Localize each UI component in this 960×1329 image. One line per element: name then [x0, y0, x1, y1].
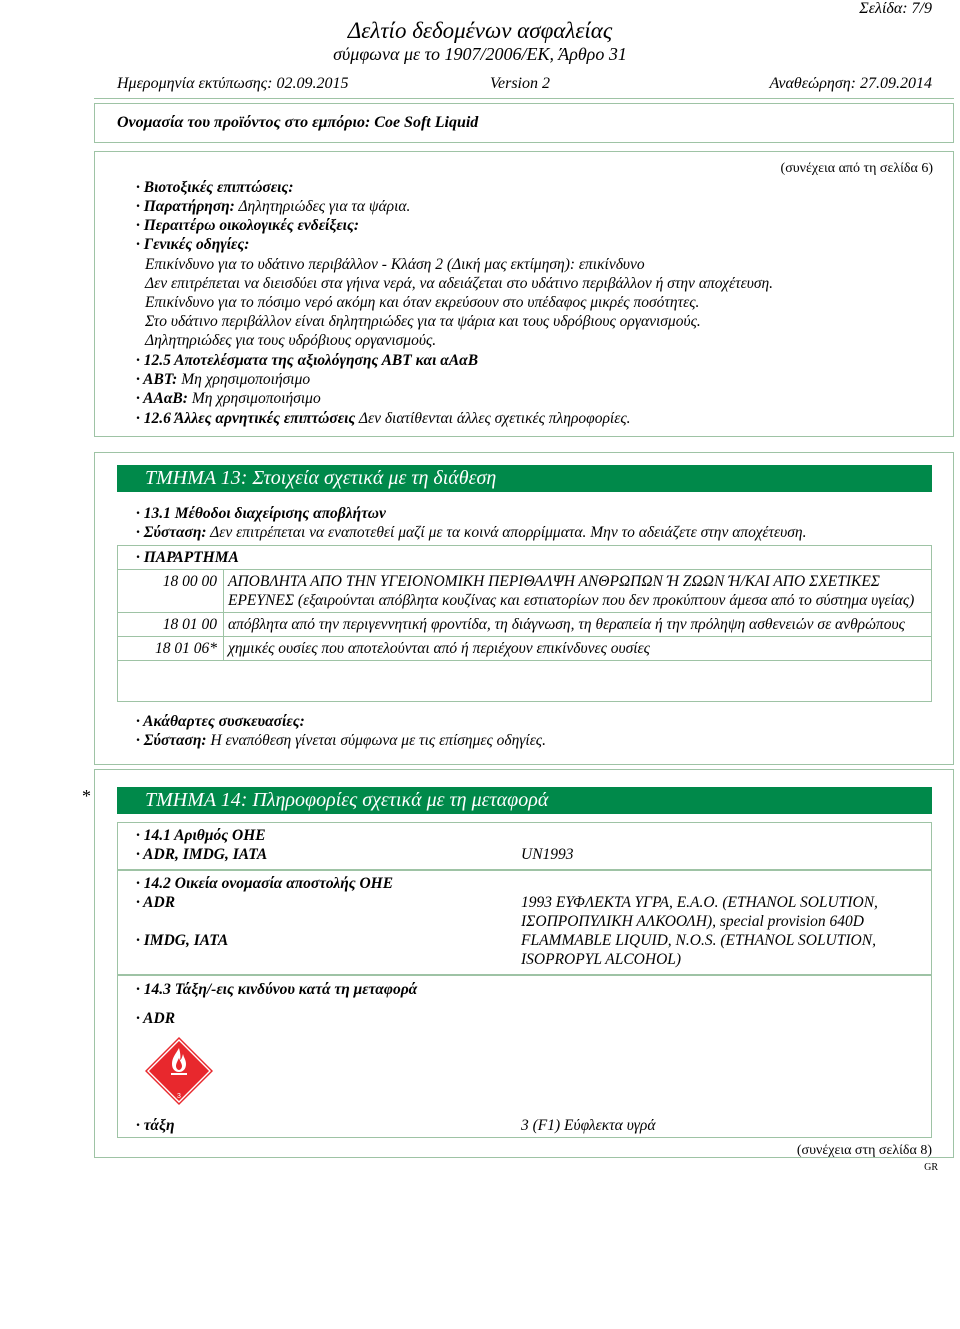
adr-value: 1993 ΕΥΦΛΕΚΤΑ ΥΓΡΑ, Ε.Α.Ο. (ETHANOL SOLUTION, — [521, 894, 878, 911]
imdg-label: · IMDG, IATA — [136, 932, 229, 949]
language-code: GR — [924, 1162, 938, 1173]
general-line: Δηλητηριώδες για τους υδρόβιους οργανισμούς. — [145, 332, 437, 349]
general-line: Επικίνδυνο για το υδάτινο περιβάλλον - Κλάση 2 (Δική μας εκτίμηση): επικίνδυνο — [145, 256, 645, 273]
class-label: · τάξη — [136, 1117, 175, 1134]
document-title: Δελτίο δεδομένων ασφαλείας — [347, 18, 613, 43]
section13-title: ΤΜΗΜΑ 13: Στοιχεία σχετικά με τη διάθεση — [117, 465, 932, 492]
recommendation2-label: · Σύσταση: — [136, 732, 207, 749]
hazard-class-heading: · 14.3 Τάξη/-εις κινδύνου κατά τη μεταφορά — [136, 981, 418, 998]
pbt-value: Μη χρησιμοποιήσιμο — [177, 371, 311, 388]
waste-code: 18 00 00 — [118, 570, 224, 613]
continued-from: (συνέχεια από τη σελίδα 6) — [780, 161, 933, 176]
methods-heading: · 13.1 Μέθοδοι διαχείρισης αποβλήτων — [136, 505, 386, 522]
hazard-adr-label: · ADR — [136, 1010, 176, 1027]
waste-code: 18 01 00 — [118, 613, 224, 637]
version: Version 2 — [490, 75, 550, 92]
waste-code: 18 01 06* — [118, 637, 224, 661]
adr-label: · ADR — [136, 894, 176, 911]
note-text: Δηλητηριώδες για τα ψάρια. — [234, 198, 411, 215]
annex-heading: · ΠΑΡΑΡΤΗΜΑ — [136, 549, 239, 566]
svg-text:3: 3 — [177, 1093, 181, 1100]
waste-description: ΑΠΟΒΛΗΤΑ ΑΠΟ ΤΗΝ ΥΓΕΙΟΝΟΜΙΚΗ ΠΕΡΙΘΑΛΨΗ ΑΝΘΡΩΠΩΝ Ή ΖΩΩΝ Ή/ΚΑΙ ΑΠΟ ΣΧΕΤΙΚΕΣ ΕΡΕΥΝΕΣ (εξαιρούνται απόβλητα κουζίνας και εστιατορίων που δεν προκύπτουν άμεσα από το σύστημα υγείας) — [224, 570, 932, 613]
un-value: UN1993 — [521, 846, 574, 863]
change-marker: * — [82, 786, 91, 806]
table-row — [118, 570, 932, 613]
adr-value: ΙΣΟΠΡΟΠΥΛΙΚΗ ΑΛΚΟΟΛΗ), special provision 640D — [521, 913, 864, 930]
un-heading: · 14.1 Αριθμός ΟΗΕ — [136, 827, 266, 844]
packaging-label: · Ακάθαρτες συσκευασίες: — [136, 713, 305, 730]
product-name: Ονομασία του προϊόντος στο εμπόριο: Coe Soft Liquid — [117, 114, 479, 131]
general-label: · Γενικές οδηγίες: — [136, 236, 250, 253]
imdg-value: FLAMMABLE LIQUID, N.O.S. (ETHANOL SOLUTION, — [521, 932, 876, 949]
pbt-row — [136, 370, 310, 389]
vpvb-label: · ΑΑαΒ: — [136, 390, 188, 407]
other-effects-label: · 12.6 Άλλες αρνητικές επιπτώσεις — [136, 410, 356, 427]
other-effects-value: Δεν διατίθενται άλλες σχετικές πληροφορίες. — [355, 410, 631, 427]
vpvb-value: Μη χρησιμοποιήσιμο — [187, 390, 321, 407]
revision-date: Αναθεώρηση: 27.09.2014 — [769, 75, 932, 92]
other-effects-row — [136, 409, 631, 428]
waste-description: απόβλητα από την περιγεννητική φροντίδα, τη διάγνωση, τη θεραπεία ή την πρόληψη ασθενειών σε ανθρώπους — [224, 613, 932, 637]
flammable-liquid-pictogram — [144, 1036, 214, 1106]
general-line: Δεν επιτρέπεται να διεισδύει στα γήινα νερά, να αδειάζεται στο υδάτινο περιβάλλον ή στην αποχέτευση. — [145, 275, 774, 292]
general-line: Στο υδάτινο περιβάλλον είναι δηλητηριώδες για τα ψάρια και τους υδρόβιους οργανισμούς. — [145, 313, 701, 330]
header-rule — [94, 98, 954, 99]
product-name-box — [94, 103, 954, 143]
section14-title: ΤΜΗΜΑ 14: Πληροφορίες σχετικά με τη μεταφορά — [117, 787, 932, 814]
page-number: Σελίδα: 7/9 — [859, 0, 932, 17]
table-row — [118, 637, 932, 661]
un-label: · ADR, IMDG, IATA — [136, 846, 268, 863]
recommendation-label: · Σύσταση: — [136, 524, 207, 541]
biotox-label: · Βιοτοξικές επιπτώσεις: — [136, 179, 294, 196]
hazard-class-box — [117, 975, 932, 1138]
vpvb-row — [136, 389, 321, 408]
further-label: · Περαιτέρω οικολογικές ενδείξεις: — [136, 217, 360, 234]
note-row — [136, 197, 410, 216]
note-label: · Παρατήρηση: — [136, 198, 235, 215]
recommendation2-text: Η εναπόθεση γίνεται σύμφωνα με τις επίσημες οδηγίες. — [206, 732, 546, 749]
shipping-name-heading: · 14.2 Οικεία ονομασία αποστολής ΟΗΕ — [136, 875, 394, 892]
waste-description: χημικές ουσίες που αποτελούνται από ή περιέχουν επικίνδυνες ουσίες — [224, 637, 932, 661]
table-row — [118, 613, 932, 637]
imdg-value: ISOPROPYL ALCOHOL) — [521, 951, 682, 968]
pbt-label: · ABT: — [136, 371, 178, 388]
document-subtitle: σύμφωνα με το 1907/2006/ΕΚ, Άρθρο 31 — [333, 44, 627, 64]
print-date: Ημερομηνία εκτύπωσης: 02.09.2015 — [117, 75, 349, 92]
recommendation-row — [136, 523, 806, 542]
recommendation-text: Δεν επιτρέπεται να εναποτεθεί μαζί με τα κοινά απορρίμματα. Μην το αδειάζετε στην αποχέτευση. — [206, 524, 807, 541]
general-line: Επικίνδυνο για το πόσιμο νερό ακόμη και όταν εκρεύσουν στο υπέδαφος μικρές ποσότητες. — [145, 294, 700, 311]
recommendation2-row — [136, 731, 546, 750]
waste-table — [117, 569, 932, 661]
continued-to: (συνέχεια στη σελίδα 8) — [796, 1143, 932, 1158]
pbt-heading: · 12.5 Αποτελέσματα της αξιολόγησης ΑΒΤ και αΑαΒ — [136, 352, 479, 369]
class-value: 3 (F1) Εύφλεκτα υγρά — [521, 1117, 656, 1134]
